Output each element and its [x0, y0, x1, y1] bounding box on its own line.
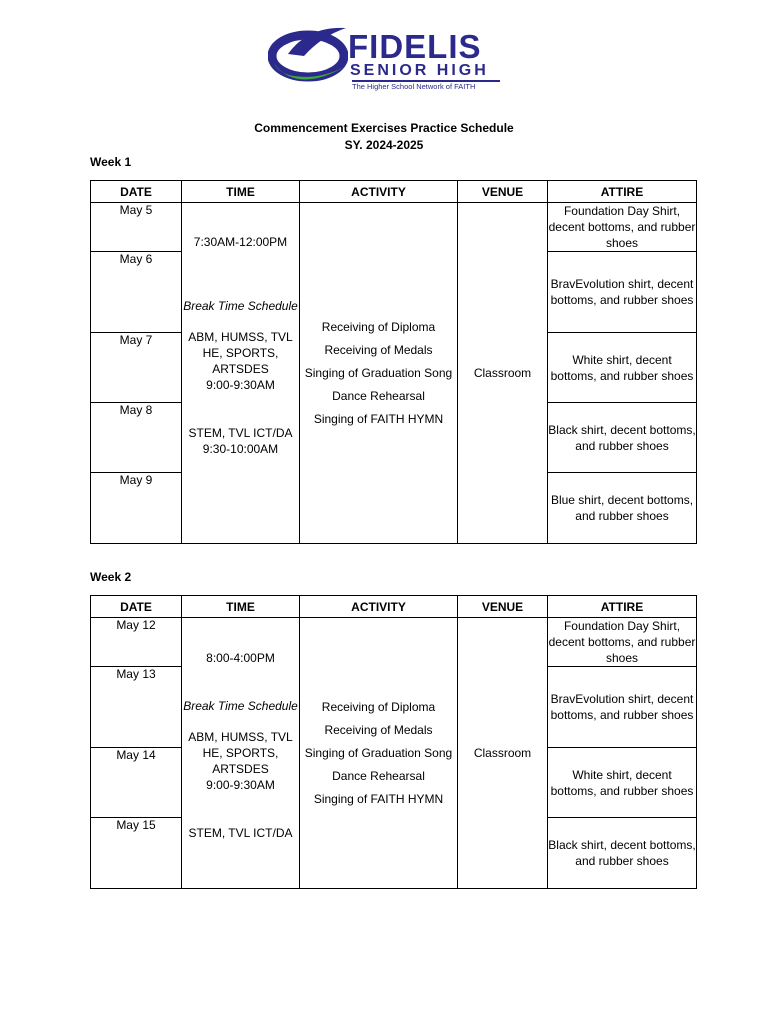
date-cell: May 8	[91, 403, 182, 473]
time-cell	[182, 203, 300, 544]
attire-cell: White shirt, decent bottoms, and rubber shoes	[548, 333, 697, 403]
activity-item: Receiving of Diploma	[321, 320, 436, 334]
attire-cell: BravEvolution shirt, decent bottoms, and rubber shoes	[548, 667, 697, 748]
break-group-2: STEM, TVL ICT/DA	[188, 826, 293, 840]
activity-item: Receiving of Diploma	[321, 700, 436, 714]
week2-label: Week 2	[90, 570, 132, 584]
attire-cell: BravEvolution shirt, decent bottoms, and rubber shoes	[548, 252, 697, 333]
date-cell: May 7	[91, 333, 182, 403]
time-hours: 8:00-4:00PM	[206, 651, 275, 665]
week1-label: Week 1	[90, 155, 132, 169]
activity-cell	[300, 618, 458, 889]
break-group-2: STEM, TVL ICT/DA	[188, 426, 293, 440]
break-group-1-time: 9:00-9:30AM	[206, 778, 275, 792]
table-row	[91, 618, 697, 667]
date-cell: May 12	[91, 618, 182, 667]
week2-schedule-table	[90, 595, 697, 889]
column-header: TIME	[182, 181, 300, 203]
column-header: TIME	[182, 596, 300, 618]
column-header: VENUE	[458, 181, 548, 203]
column-header: DATE	[91, 181, 182, 203]
activity-item: Receiving of Medals	[324, 723, 433, 737]
date-cell: May 6	[91, 252, 182, 333]
activity-item: Singing of Graduation Song	[304, 366, 453, 380]
logo-name: FIDELIS	[348, 28, 482, 65]
attire-cell: Foundation Day Shirt, decent bottoms, and rubber shoes	[548, 204, 696, 250]
break-group-2-time: 9:30-10:00AM	[202, 442, 279, 456]
break-time-title: Break Time Schedule	[183, 299, 298, 313]
logo-subtitle: SENIOR HIGH	[350, 62, 489, 79]
page-title: Commencement Exercises Practice Schedule	[254, 121, 514, 135]
break-group-1-time: 9:00-9:30AM	[206, 378, 275, 392]
break-group-1: ABM, HUMSS, TVL HE, SPORTS, ARTSDES	[188, 330, 293, 376]
attire-cell: Blue shirt, decent bottoms, and rubber shoes	[548, 473, 697, 544]
attire-cell: Black shirt, decent bottoms, and rubber shoes	[548, 403, 697, 473]
column-header: ACTIVITY	[300, 596, 458, 618]
logo-tagline: The Higher School Network of FAITH	[352, 82, 476, 91]
activity-item: Dance Rehearsal	[332, 389, 425, 403]
activity-item: Singing of FAITH HYMN	[313, 792, 444, 806]
activity-item: Receiving of Medals	[324, 343, 433, 357]
attire-cell: White shirt, decent bottoms, and rubber shoes	[548, 748, 697, 818]
date-cell: May 9	[91, 473, 182, 544]
activity-item: Singing of Graduation Song	[304, 746, 453, 760]
column-header: ATTIRE	[548, 596, 697, 618]
date-cell: May 5	[91, 203, 182, 252]
column-header: DATE	[91, 596, 182, 618]
table-header-row	[91, 181, 697, 203]
break-group-1: ABM, HUMSS, TVL HE, SPORTS, ARTSDES	[188, 730, 293, 776]
column-header: ATTIRE	[548, 181, 697, 203]
column-header: ACTIVITY	[300, 181, 458, 203]
activity-item: Singing of FAITH HYMN	[313, 412, 444, 426]
break-time-title: Break Time Schedule	[183, 699, 298, 713]
activity-item: Dance Rehearsal	[332, 769, 425, 783]
date-cell: May 14	[91, 748, 182, 818]
date-cell: May 15	[91, 818, 182, 889]
attire-cell: Black shirt, decent bottoms, and rubber shoes	[548, 818, 697, 889]
table-row	[91, 203, 697, 252]
fidelis-emblem-icon	[268, 20, 348, 92]
column-header: VENUE	[458, 596, 548, 618]
week1-schedule-table	[90, 180, 697, 544]
activity-cell	[300, 203, 458, 544]
school-logo	[268, 20, 504, 92]
time-hours: 7:30AM-12:00PM	[193, 235, 288, 249]
venue-cell: Classroom	[458, 203, 548, 544]
venue-cell: Classroom	[458, 618, 548, 889]
attire-cell: Foundation Day Shirt, decent bottoms, and rubber shoes	[548, 619, 696, 665]
date-cell: May 13	[91, 667, 182, 748]
time-cell	[182, 618, 300, 889]
school-year: SY. 2024-2025	[344, 138, 424, 152]
table-header-row	[91, 596, 697, 618]
